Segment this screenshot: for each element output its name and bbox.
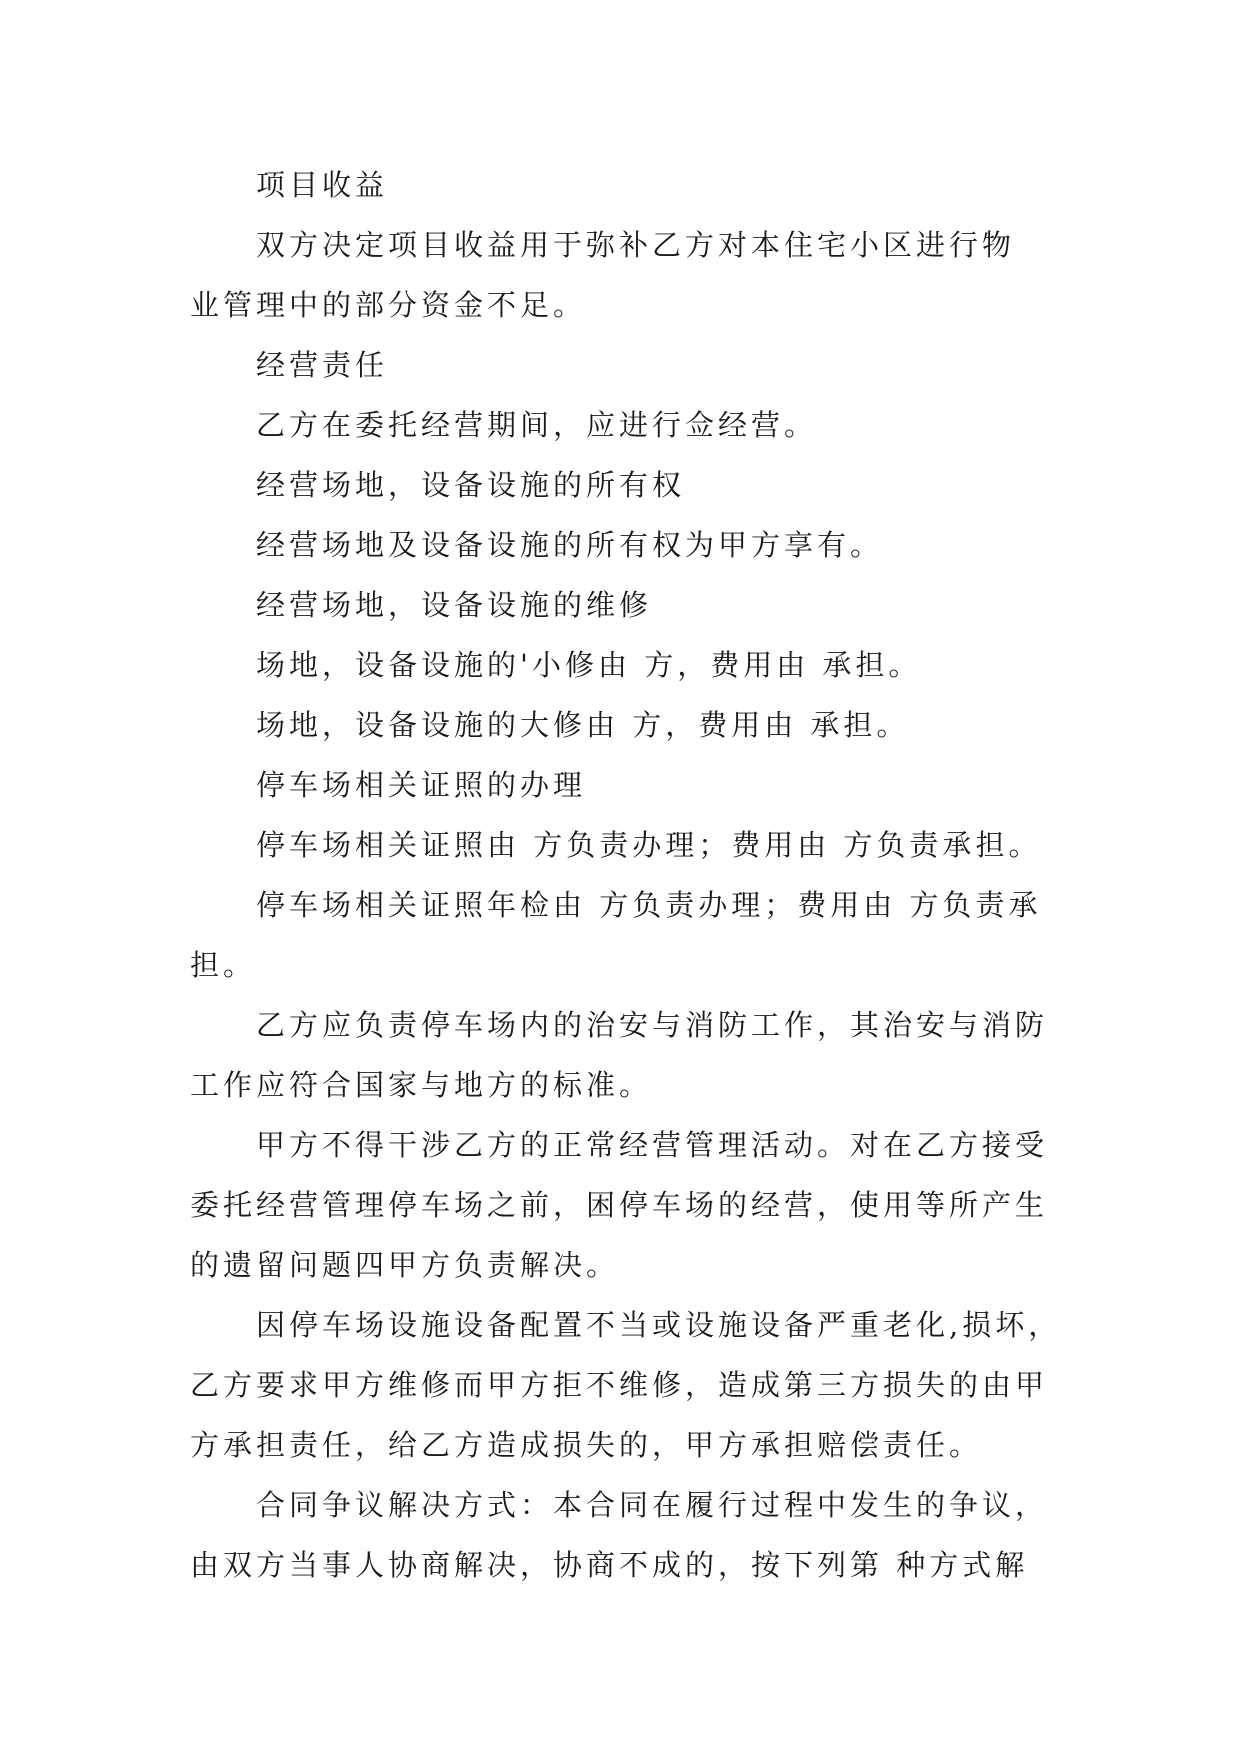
heading-licenses: 停车场相关证照的办理 (256, 768, 587, 802)
paragraph-line: 方承担责任，给乙方造成损失的，甲方承担赔偿责任。 (190, 1428, 983, 1462)
paragraph-line: 委托经营管理停车场之前，困停车场的经营，使用等所产生 (190, 1188, 1049, 1222)
paragraph-line: 乙方在委托经营期间，应进行佥经营。 (256, 408, 818, 442)
paragraph-line: 场地，设备设施的大修由 方，费用由 承担。 (256, 708, 910, 742)
heading-operating-responsibility: 经营责任 (256, 348, 389, 382)
paragraph-line: 因停车场设施设备配置不当或设施设备严重老化,损坏， (256, 1308, 1062, 1342)
paragraph-line: 场地，设备设施的'小修由 方，费用由 承担。 (256, 648, 922, 682)
paragraph-line: 甲方不得干涉乙方的正常经营管理活动。对在乙方接受 (256, 1128, 1049, 1162)
paragraph-line: 业管理中的部分资金不足。 (190, 288, 587, 322)
paragraph-line: 担。 (190, 948, 257, 982)
paragraph-line: 经营场地及设备设施的所有权为甲方享有。 (256, 528, 884, 562)
paragraph-line: 由双方当事人协商解决，协商不成的，按下列第 种方式解 (190, 1548, 1029, 1582)
heading-maintenance: 经营场地，设备设施的维修 (256, 588, 653, 622)
paragraph-line: 合同争议解决方式：本合同在履行过程中发生的争议， (256, 1488, 1049, 1522)
paragraph-line: 的遗留问题四甲方负责解决。 (190, 1248, 620, 1282)
paragraph-line: 停车场相关证照由 方负责办理；费用由 方负责承担。 (256, 828, 1042, 862)
paragraph-line: 停车场相关证照年检由 方负责办理；费用由 方负责承 (256, 888, 1042, 922)
heading-project-revenue: 项目收益 (256, 168, 389, 202)
paragraph-line: 乙方应负责停车场内的治安与消防工作，其治安与消防 (256, 1008, 1049, 1042)
document-body (190, 155, 1060, 1595)
paragraph-line: 乙方要求甲方维修而甲方拒不维修，造成第三方损失的由甲 (190, 1368, 1049, 1402)
paragraph-line: 工作应符合国家与地方的标准。 (190, 1068, 653, 1102)
heading-ownership: 经营场地，设备设施的所有权 (256, 468, 686, 502)
paragraph-line: 双方决定项目收益用于弥补乙方对本住宅小区进行物 (256, 228, 1016, 262)
